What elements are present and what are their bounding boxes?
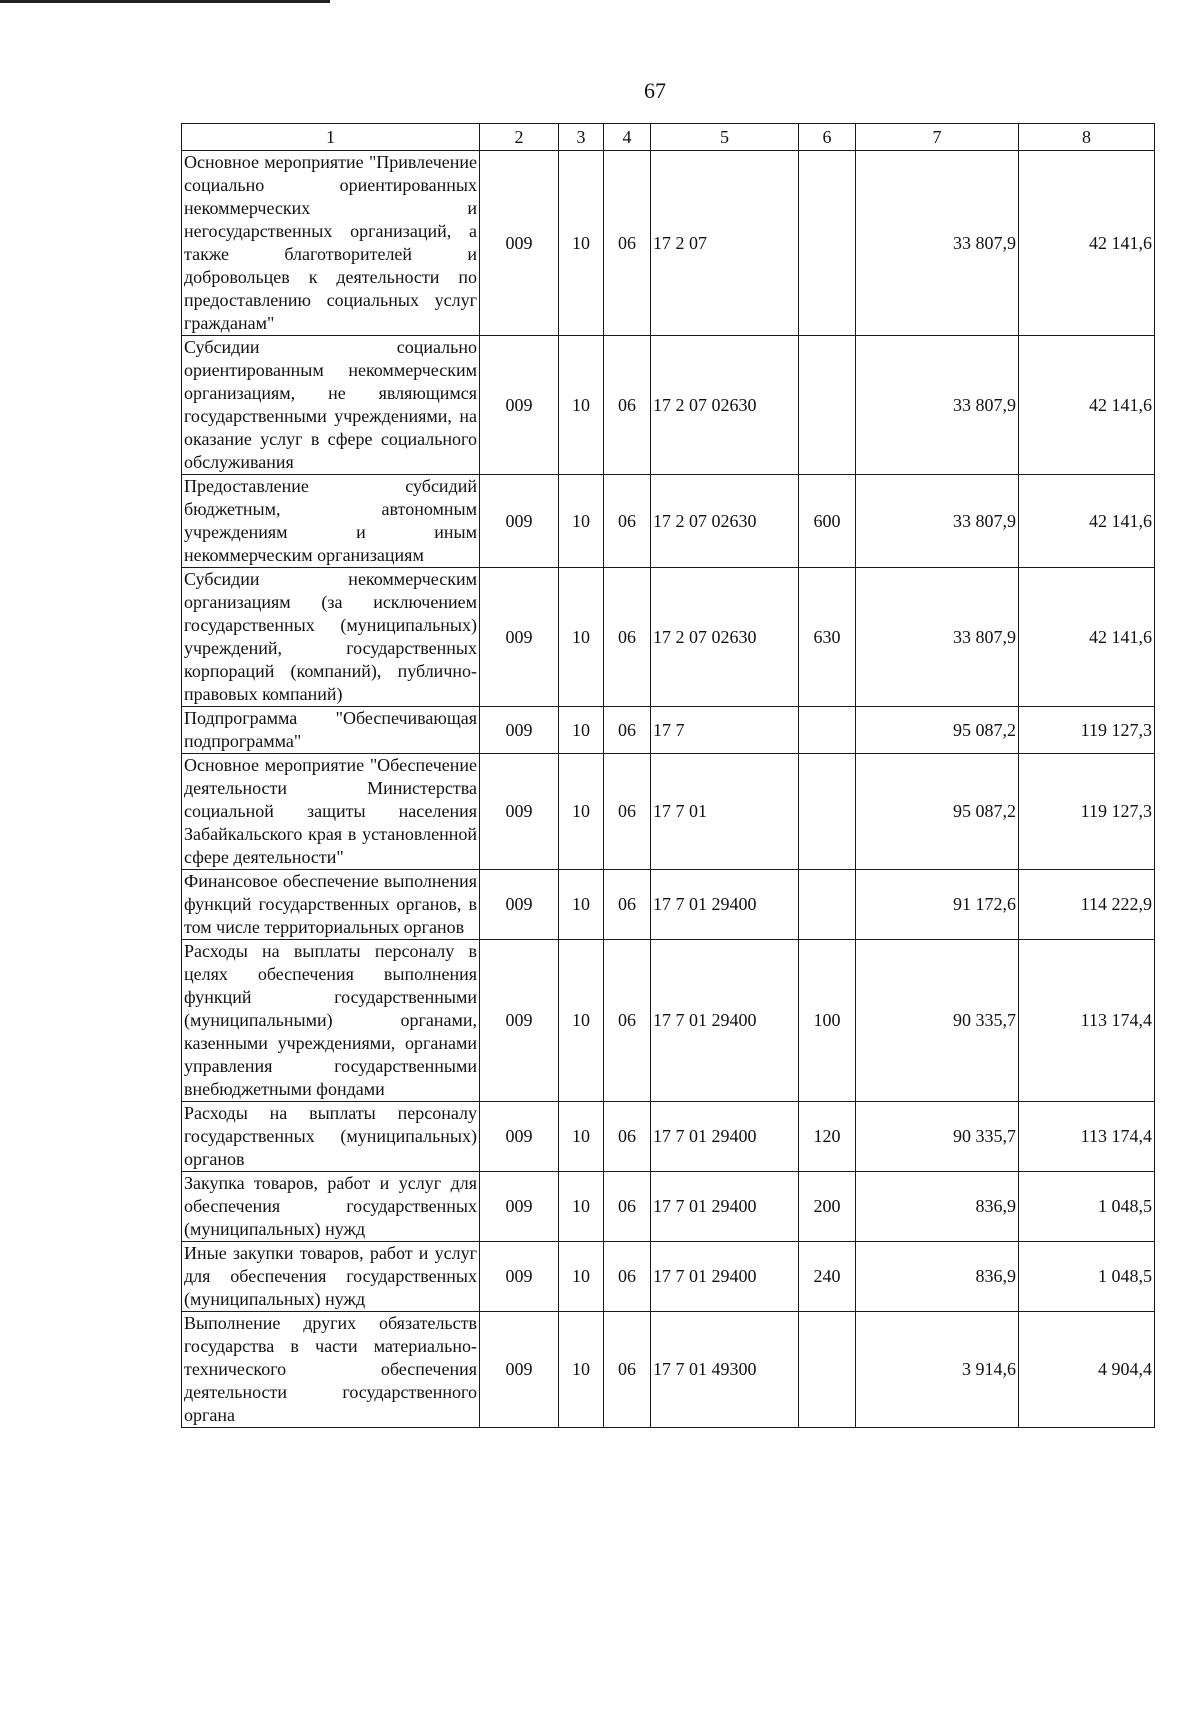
row-expense-type (799, 151, 856, 336)
row-amount-year1: 90 335,7 (856, 1102, 1019, 1172)
row-subsection-code: 06 (604, 940, 651, 1102)
row-target-article: 17 7 01 49300 (651, 1312, 799, 1428)
row-grbs-code: 009 (480, 336, 559, 475)
row-subsection-code: 06 (604, 1102, 651, 1172)
row-expense-type (799, 707, 856, 754)
column-header: 8 (1019, 124, 1155, 151)
row-section-code: 10 (559, 568, 604, 707)
row-target-article: 17 7 01 29400 (651, 1102, 799, 1172)
row-section-code: 10 (559, 707, 604, 754)
row-target-article: 17 7 01 29400 (651, 870, 799, 940)
row-description: Расходы на выплаты персоналу в целях обеспечения выполнения функций государственными (муниципальными) органами, казенными учреждениями, органами управления государственными внебюджетными фондами (182, 940, 480, 1102)
row-subsection-code: 06 (604, 1172, 651, 1242)
row-amount-year1: 91 172,6 (856, 870, 1019, 940)
row-amount-year2: 42 141,6 (1019, 475, 1155, 568)
row-amount-year2: 113 174,4 (1019, 1102, 1155, 1172)
row-subsection-code: 06 (604, 151, 651, 336)
page-number: 67 (644, 78, 666, 103)
table-row (182, 151, 1155, 336)
row-expense-type: 120 (799, 1102, 856, 1172)
table-row (182, 754, 1155, 870)
row-target-article: 17 7 01 (651, 754, 799, 870)
row-grbs-code: 009 (480, 568, 559, 707)
row-description: Предоставление субсидий бюджетным, автономным учреждениям и иным некоммерческим организациям (182, 475, 480, 568)
table-row (182, 707, 1155, 754)
row-section-code: 10 (559, 336, 604, 475)
row-expense-type: 240 (799, 1242, 856, 1312)
row-section-code: 10 (559, 475, 604, 568)
row-subsection-code: 06 (604, 1312, 651, 1428)
row-description: Субсидии социально ориентированным некоммерческим организациям, не являющимся государственными учреждениями, на оказание услуг в сфере социального обслуживания (182, 336, 480, 475)
table-row (182, 336, 1155, 475)
row-description: Подпрограмма "Обеспечивающая подпрограмма" (182, 707, 480, 754)
row-amount-year2: 113 174,4 (1019, 940, 1155, 1102)
budget-table (181, 123, 1155, 1428)
row-grbs-code: 009 (480, 754, 559, 870)
row-description: Расходы на выплаты персоналу государственных (муниципальных) органов (182, 1102, 480, 1172)
row-expense-type: 200 (799, 1172, 856, 1242)
row-expense-type (799, 754, 856, 870)
row-description: Финансовое обеспечение выполнения функций государственных органов, в том числе территориальных органов (182, 870, 480, 940)
row-target-article: 17 7 01 29400 (651, 1172, 799, 1242)
column-header: 5 (651, 124, 799, 151)
row-grbs-code: 009 (480, 1312, 559, 1428)
row-amount-year2: 119 127,3 (1019, 754, 1155, 870)
row-section-code: 10 (559, 151, 604, 336)
table-row (182, 475, 1155, 568)
table-header (182, 124, 1155, 151)
row-description: Выполнение других обязательств государства в части материально-технического обеспечения деятельности государственного органа (182, 1312, 480, 1428)
table-row (182, 940, 1155, 1102)
row-description: Иные закупки товаров, работ и услуг для обеспечения государственных (муниципальных) нужд (182, 1242, 480, 1312)
table-row (182, 1312, 1155, 1428)
row-amount-year1: 95 087,2 (856, 707, 1019, 754)
row-amount-year2: 4 904,4 (1019, 1312, 1155, 1428)
column-header: 2 (480, 124, 559, 151)
row-amount-year1: 836,9 (856, 1172, 1019, 1242)
row-amount-year2: 42 141,6 (1019, 336, 1155, 475)
row-amount-year1: 95 087,2 (856, 754, 1019, 870)
row-subsection-code: 06 (604, 870, 651, 940)
table-row (182, 1242, 1155, 1312)
row-amount-year1: 33 807,9 (856, 475, 1019, 568)
row-description: Закупка товаров, работ и услуг для обеспечения государственных (муниципальных) нужд (182, 1172, 480, 1242)
column-header: 6 (799, 124, 856, 151)
row-amount-year1: 33 807,9 (856, 151, 1019, 336)
row-description: Субсидии некоммерческим организациям (за исключением государственных (муниципальных) учреждений, государственных корпораций (компаний), публично-правовых компаний) (182, 568, 480, 707)
scan-edge-line (0, 0, 330, 3)
row-amount-year1: 90 335,7 (856, 940, 1019, 1102)
row-grbs-code: 009 (480, 151, 559, 336)
row-subsection-code: 06 (604, 1242, 651, 1312)
row-expense-type: 600 (799, 475, 856, 568)
table-body (182, 151, 1155, 1428)
table-row (182, 568, 1155, 707)
row-section-code: 10 (559, 1242, 604, 1312)
row-target-article: 17 2 07 02630 (651, 568, 799, 707)
row-section-code: 10 (559, 870, 604, 940)
row-amount-year1: 836,9 (856, 1242, 1019, 1312)
row-amount-year2: 42 141,6 (1019, 568, 1155, 707)
row-amount-year2: 1 048,5 (1019, 1172, 1155, 1242)
row-target-article: 17 2 07 02630 (651, 336, 799, 475)
row-grbs-code: 009 (480, 707, 559, 754)
row-subsection-code: 06 (604, 707, 651, 754)
column-header: 3 (559, 124, 604, 151)
row-amount-year1: 33 807,9 (856, 568, 1019, 707)
row-amount-year1: 3 914,6 (856, 1312, 1019, 1428)
row-description: Основное мероприятие "Обеспечение деятельности Министерства социальной защиты населения Забайкальского края в установленной сфере деятельности" (182, 754, 480, 870)
column-header: 1 (182, 124, 480, 151)
row-target-article: 17 7 01 29400 (651, 1242, 799, 1312)
row-target-article: 17 2 07 (651, 151, 799, 336)
row-grbs-code: 009 (480, 870, 559, 940)
row-grbs-code: 009 (480, 1242, 559, 1312)
row-grbs-code: 009 (480, 475, 559, 568)
row-amount-year2: 114 222,9 (1019, 870, 1155, 940)
row-target-article: 17 2 07 02630 (651, 475, 799, 568)
column-header: 7 (856, 124, 1019, 151)
row-subsection-code: 06 (604, 568, 651, 707)
row-grbs-code: 009 (480, 1172, 559, 1242)
column-header: 4 (604, 124, 651, 151)
row-amount-year2: 1 048,5 (1019, 1242, 1155, 1312)
row-section-code: 10 (559, 1312, 604, 1428)
header-row (182, 124, 1155, 151)
row-expense-type (799, 1312, 856, 1428)
table-row (182, 870, 1155, 940)
row-amount-year2: 42 141,6 (1019, 151, 1155, 336)
row-section-code: 10 (559, 1102, 604, 1172)
row-amount-year1: 33 807,9 (856, 336, 1019, 475)
row-expense-type (799, 870, 856, 940)
table-row (182, 1102, 1155, 1172)
row-expense-type: 630 (799, 568, 856, 707)
row-target-article: 17 7 (651, 707, 799, 754)
row-subsection-code: 06 (604, 336, 651, 475)
row-section-code: 10 (559, 754, 604, 870)
row-grbs-code: 009 (480, 1102, 559, 1172)
row-section-code: 10 (559, 1172, 604, 1242)
row-grbs-code: 009 (480, 940, 559, 1102)
row-target-article: 17 7 01 29400 (651, 940, 799, 1102)
row-section-code: 10 (559, 940, 604, 1102)
row-description: Основное мероприятие "Привлечение социально ориентированных некоммерческих и негосударственных организаций, а также благотворителей и добровольцев к деятельности по предоставлению социальных услуг гражданам" (182, 151, 480, 336)
row-subsection-code: 06 (604, 475, 651, 568)
row-amount-year2: 119 127,3 (1019, 707, 1155, 754)
table-row (182, 1172, 1155, 1242)
row-expense-type (799, 336, 856, 475)
row-expense-type: 100 (799, 940, 856, 1102)
row-subsection-code: 06 (604, 754, 651, 870)
